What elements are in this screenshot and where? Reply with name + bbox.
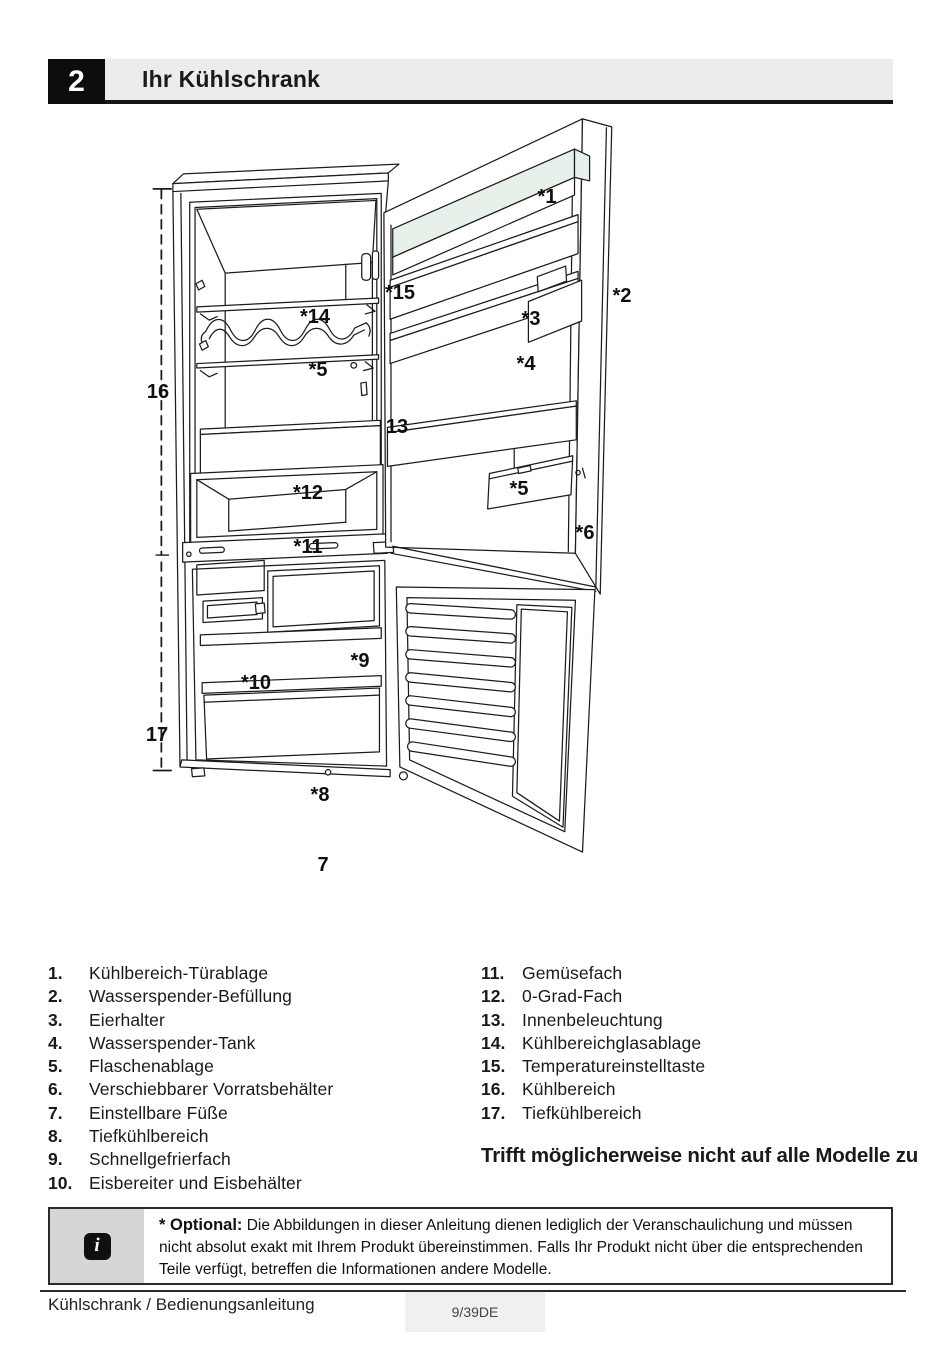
- part-label: Eisbereiter und Eisbehälter: [89, 1172, 302, 1193]
- part-number: 3.: [48, 1009, 63, 1030]
- parts-list-item: [481, 963, 901, 986]
- part-number: 7.: [48, 1102, 63, 1123]
- part-number: 6.: [48, 1079, 63, 1100]
- figure-label-7: 7: [317, 854, 329, 876]
- optional-text: Die Abbildungen in dieser Anleitung dienen lediglich der Veranschaulichung und müssen nicht absolut exakt mit Ihrem Produkt übereinstimmen. Falls Ihr Produkt nicht über die entsprechenden Teile verfügt, betreffen die Informationen andere Modelle.: [159, 1217, 863, 1279]
- figure-label-5a: *5: [308, 359, 328, 381]
- info-icon: i: [84, 1233, 111, 1260]
- part-label: Tiefkühlbereich: [522, 1102, 642, 1123]
- figure-label-3: *3: [521, 308, 541, 330]
- parts-list-item: [48, 1149, 481, 1172]
- chapter-number-badge: 2: [48, 59, 105, 104]
- part-label: Kühlbereich: [522, 1079, 616, 1100]
- part-number: 9.: [48, 1149, 63, 1170]
- page-title: Ihr Kühlschrank: [142, 66, 321, 92]
- part-number: 15.: [481, 1056, 506, 1077]
- figure-label-6: *6: [575, 522, 595, 544]
- refrigerator-diagram: [0, 110, 950, 970]
- chapter-title-bar: [105, 59, 893, 100]
- parts-list-item: [481, 1010, 901, 1033]
- figure-label-10: *10: [240, 672, 272, 694]
- optional-info-box: [48, 1207, 893, 1285]
- page-number: 9/39DE: [405, 1292, 545, 1332]
- part-label: Flaschenablage: [89, 1056, 214, 1077]
- parts-list-left: [48, 963, 481, 1196]
- parts-list-item: [481, 1103, 901, 1126]
- parts-list-item: [48, 963, 481, 986]
- parts-list-item: [481, 1033, 901, 1056]
- figure-label-12: *12: [292, 482, 324, 504]
- part-number: 5.: [48, 1056, 63, 1077]
- part-number: 2.: [48, 986, 63, 1007]
- optional-label: * Optional:: [159, 1216, 243, 1234]
- parts-list-item: [481, 986, 901, 1009]
- part-label: Kühlbereich-Türablage: [89, 963, 269, 983]
- parts-list-item: [481, 1079, 901, 1102]
- figure-label-17: 17: [145, 724, 169, 746]
- part-label: Wasserspender-Tank: [89, 1032, 256, 1053]
- parts-list-item: [48, 1079, 481, 1102]
- part-label: Eierhalter: [89, 1009, 165, 1030]
- figure-label-2: *2: [612, 285, 632, 307]
- refrigerator-figure: [0, 110, 950, 970]
- parts-list-item: [48, 1103, 481, 1126]
- parts-list-item: [48, 986, 481, 1009]
- parts-list-item: [48, 1126, 481, 1149]
- figure-label-16: 16: [146, 381, 170, 403]
- part-number: 4.: [48, 1032, 63, 1053]
- figure-label-9: *9: [350, 650, 370, 672]
- info-icon-cell: [50, 1209, 144, 1283]
- parts-list-item: [48, 1033, 481, 1056]
- figure-label-5b: *5: [509, 478, 529, 500]
- part-label: Innenbeleuchtung: [522, 1009, 663, 1030]
- chapter-header: [48, 59, 893, 104]
- part-label: 0-Grad-Fach: [522, 986, 623, 1007]
- part-number: 1.: [48, 963, 63, 983]
- part-label: Wasserspender-Befüllung: [89, 986, 293, 1007]
- figure-label-1: *1: [537, 186, 557, 208]
- figure-label-13: 13: [385, 416, 409, 438]
- part-number: 11.: [481, 963, 505, 983]
- parts-list-item: [48, 1173, 481, 1196]
- part-label: Verschiebbarer Vorratsbehälter: [89, 1079, 334, 1100]
- part-label: Temperatureinstelltaste: [522, 1056, 706, 1077]
- part-label: Gemüsefach: [522, 963, 623, 983]
- parts-list-item: [48, 1010, 481, 1033]
- part-label: Tiefkühlbereich: [89, 1126, 209, 1147]
- parts-list-item: [481, 1056, 901, 1079]
- footer-document-title: Kühlschrank / Bedienungsanleitung: [48, 1295, 315, 1314]
- part-number: 17.: [481, 1102, 506, 1123]
- info-text: [144, 1209, 891, 1283]
- part-number: 10.: [48, 1172, 73, 1193]
- part-number: 14.: [481, 1032, 506, 1053]
- figure-label-15: *15: [384, 282, 416, 304]
- part-label: Einstellbare Füße: [89, 1102, 228, 1123]
- figure-label-8: *8: [310, 784, 330, 806]
- figure-label-4: *4: [516, 353, 536, 375]
- part-number: 16.: [481, 1079, 506, 1100]
- part-number: 13.: [481, 1009, 506, 1030]
- figure-label-14: *14: [299, 306, 331, 328]
- models-note: Trifft möglicherweise nicht auf alle Modelle zu: [481, 1144, 919, 1167]
- parts-list-item: [48, 1056, 481, 1079]
- part-number: 8.: [48, 1126, 63, 1147]
- figure-label-11: *11: [293, 536, 323, 558]
- part-label: Kühlbereichglasablage: [522, 1032, 702, 1053]
- part-label: Schnellgefrierfach: [89, 1149, 231, 1170]
- part-number: 12.: [481, 986, 506, 1007]
